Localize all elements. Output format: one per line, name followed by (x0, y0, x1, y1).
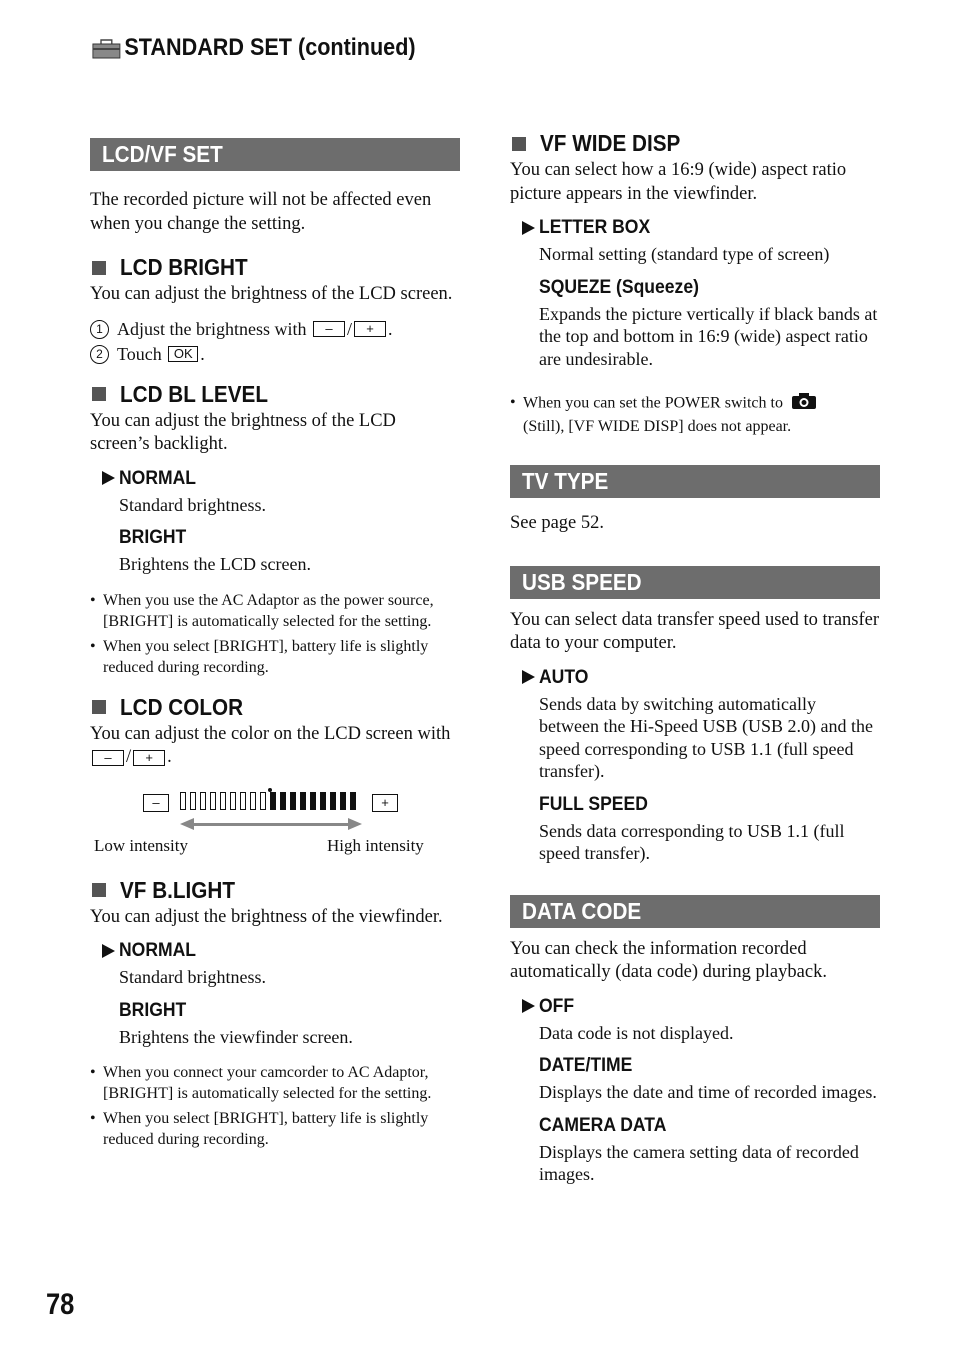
scale-segment (180, 792, 186, 810)
low-intensity-label: Low intensity (94, 835, 188, 855)
page-number: 78 (46, 1288, 75, 1321)
square-bullet-icon (92, 387, 106, 401)
lcd-bl-level-body: You can adjust the brightness of the LCD screen’s backlight. (90, 410, 396, 454)
scale-segment (350, 792, 356, 810)
scale-segment (290, 792, 296, 810)
scale-segment (250, 792, 256, 810)
usb-speed-body: You can select data transfer speed used to transfer data to your computer. (510, 609, 880, 653)
lcd-bl-level-notes (90, 590, 460, 678)
vf-blight-notes (90, 1062, 460, 1150)
note-item: • When you select [BRIGHT], battery life is slightly reduced during recording. (90, 636, 460, 678)
option-normal: NORMAL (102, 939, 460, 962)
period: . (388, 318, 393, 339)
lcd-vf-set-body: The recorded picture will not be affected even when you change the setting. (90, 190, 432, 234)
option-camera-data: CAMERA DATA (539, 1113, 667, 1136)
option-desc: Standard brightness. (119, 967, 266, 987)
subheading-vf-blight: VF B.LIGHT (90, 877, 460, 904)
section-bar-lcd-vf-set: LCD/VF SET (90, 138, 460, 171)
option-desc: Displays the camera setting data of recorded images. (539, 1141, 859, 1184)
right-column (510, 130, 880, 1186)
page-header (92, 34, 416, 62)
scale-plus-icon: + (372, 794, 398, 812)
scale-segment (320, 792, 326, 810)
vf-wide-disp-notes (510, 392, 880, 437)
section-bar-data-code: DATA CODE (510, 895, 880, 928)
option-desc: Displays the date and time of recorded images. (539, 1082, 877, 1102)
lcd-color-scale (90, 788, 460, 863)
subheading-lcd-bl-level: LCD BL LEVEL (90, 381, 460, 408)
default-marker-icon (522, 999, 535, 1013)
scale-segment (260, 792, 266, 810)
minus-button-glyph: – (92, 750, 124, 766)
lcd-bright-body: You can adjust the brightness of the LCD screen. (90, 284, 453, 304)
ok-button-glyph: OK (168, 346, 198, 362)
scale-segment (270, 792, 276, 810)
vf-blight-body: You can adjust the brightness of the viewfinder. (90, 906, 443, 927)
square-bullet-icon (512, 137, 526, 151)
option-letter-box: LETTER BOX (522, 216, 880, 239)
lcd-color-body: You can adjust the color on the LCD screen with – / + . (90, 723, 451, 767)
scale-segment (200, 792, 206, 810)
subheading-lcd-color: LCD COLOR (90, 694, 460, 721)
scale-segment (280, 792, 286, 810)
option-desc: Expands the picture vertically if black bands at the top and bottom in 16:9 (wide) aspect ratio are undesirable. (539, 303, 878, 369)
square-bullet-icon (92, 883, 106, 897)
option-date-time: DATE/TIME (539, 1054, 633, 1076)
step-1-text: Adjust the brightness with (117, 318, 307, 339)
plus-button-glyph: + (354, 321, 386, 337)
lcd-bright-steps (90, 317, 460, 367)
scale-segment (330, 792, 336, 810)
page-header-title: STANDARD SET (continued) (124, 34, 416, 61)
note-item: • When you connect your camcorder to AC Adaptor, [BRIGHT] is automatically selected for the setting. (90, 1062, 460, 1104)
square-bullet-icon (92, 261, 106, 275)
intensity-arrow (192, 823, 350, 826)
option-desc: Sends data corresponding to USB 1.1 (full speed transfer). (539, 820, 845, 863)
scale-minus-icon: – (143, 794, 169, 812)
camera-icon (791, 392, 817, 416)
option-desc: Sends data by switching automatically between the Hi-Speed USB (USB 2.0) and the speed corresponding to USB 1.1 (full speed transfer). (539, 693, 873, 781)
square-bullet-icon (92, 700, 106, 714)
high-intensity-label: High intensity (327, 835, 424, 855)
section-bar-tv-type: TV TYPE (510, 465, 880, 498)
scale-segment (310, 792, 316, 810)
scale-segment (190, 792, 196, 810)
option-off: OFF (522, 995, 880, 1018)
arrow-right-icon (348, 818, 362, 830)
subheading-vf-wide-disp: VF WIDE DISP (510, 130, 880, 157)
plus-button-glyph: + (133, 750, 165, 766)
period: . (200, 343, 205, 364)
scale-segment (240, 792, 246, 810)
left-column (90, 138, 460, 1154)
scale-segment (210, 792, 216, 810)
note-item: • When you can set the POWER switch to (Still), [VF WIDE DISP] does not appear. (510, 392, 880, 437)
scale-segment (230, 792, 236, 810)
option-full-speed: FULL SPEED (539, 792, 648, 815)
option-desc: Data code is not displayed. (539, 1022, 734, 1043)
step-number-1: 1 (90, 320, 109, 339)
option-desc: Brightens the viewfinder screen. (119, 1026, 353, 1047)
scale-segment (340, 792, 346, 810)
minus-button-glyph: – (313, 321, 345, 337)
option-bright: BRIGHT (119, 998, 187, 1021)
step-2 (90, 342, 460, 367)
option-desc: Brightens the LCD screen. (119, 554, 311, 574)
subheading-lcd-bright: LCD BRIGHT (90, 254, 460, 281)
default-marker-icon (522, 670, 535, 684)
step-number-2: 2 (90, 345, 109, 364)
scale-segment (300, 792, 306, 810)
scale-segment (220, 792, 226, 810)
default-marker-icon (102, 944, 115, 958)
default-marker-icon (522, 221, 535, 235)
step-1 (90, 317, 460, 342)
option-squeze: SQUEZE (Squeeze) (539, 275, 699, 298)
default-marker-icon (102, 471, 115, 485)
note-item: • When you use the AC Adaptor as the power source, [BRIGHT] is automatically selected for the setting. (90, 590, 460, 632)
vf-wide-disp-body: You can select how a 16:9 (wide) aspect ratio picture appears in the viewfinder. (510, 160, 847, 204)
data-code-body: You can check the information recorded automatically (data code) during playback. (510, 938, 827, 982)
option-auto: AUTO (522, 666, 880, 689)
note-item: • When you select [BRIGHT], battery life is slightly reduced during recording. (90, 1108, 460, 1150)
option-desc: Normal setting (standard type of screen) (539, 244, 830, 264)
step-2-text: Touch (117, 343, 162, 364)
option-desc: Standard brightness. (119, 494, 266, 515)
option-normal: NORMAL (102, 467, 460, 490)
option-bright: BRIGHT (119, 526, 187, 548)
section-bar-usb-speed: USB SPEED (510, 566, 880, 599)
toolbox-icon (92, 38, 121, 58)
slash-separator: / (347, 318, 353, 339)
tv-type-body: See page 52. (510, 513, 605, 533)
